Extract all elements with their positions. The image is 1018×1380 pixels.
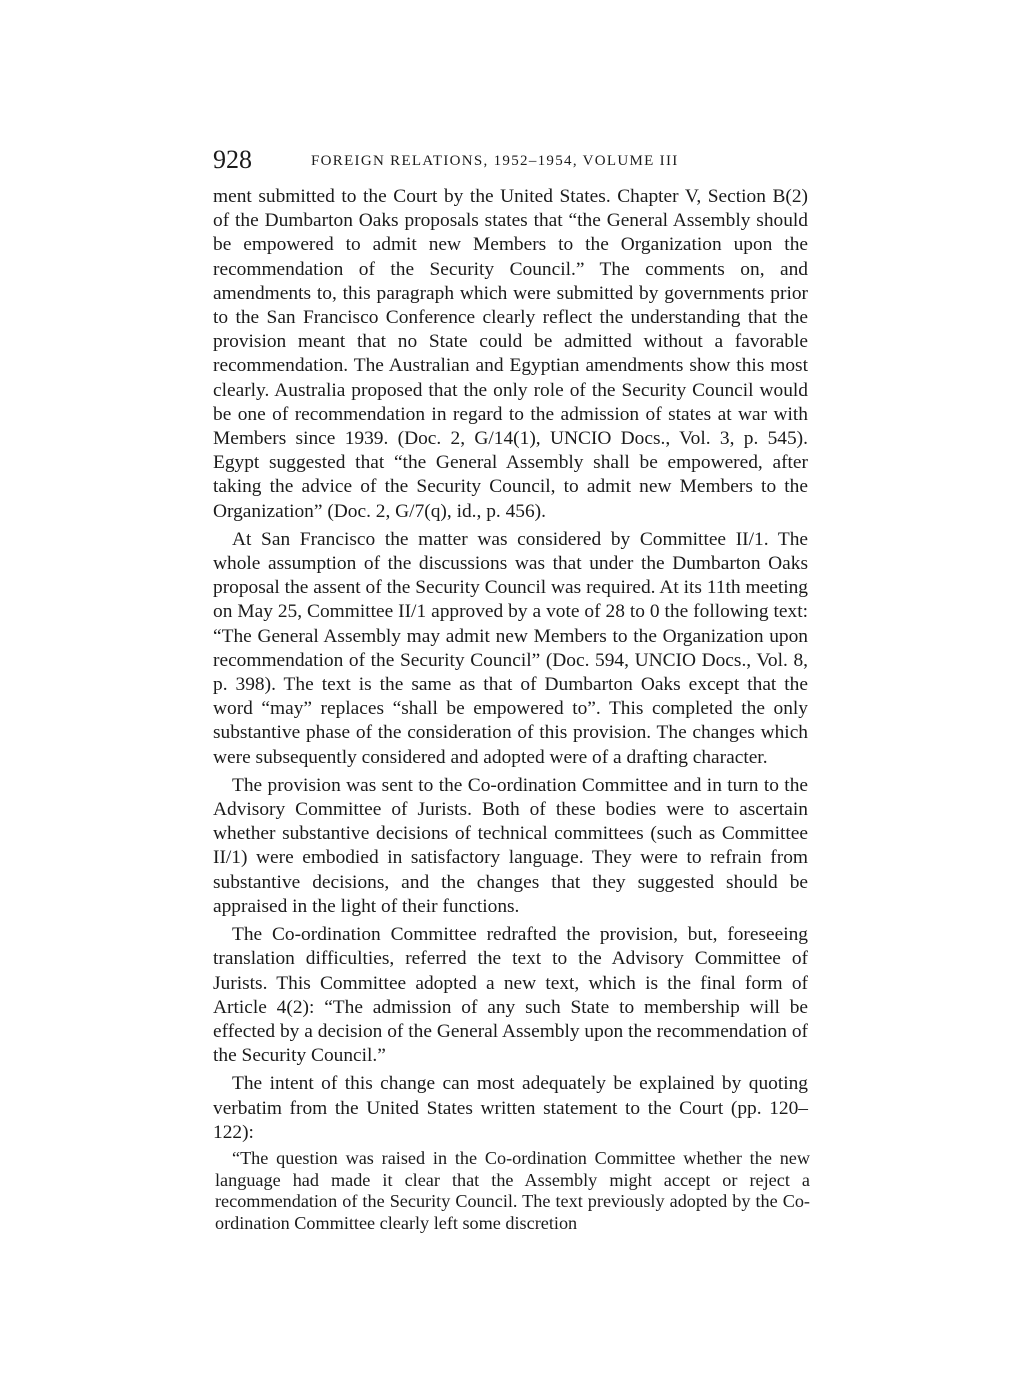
paragraph-4: The Co-ordination Committee redrafted the provision, but, foreseeing translation difficulties, referred the text to the Advisory Committee of Jurists. This Committee adopted a new text, which is the final form of Article 4(2): “The admission of any such State to membership will be effected by a decision of the General Assembly upon the recommendation of the Security Council.”	[213, 924, 808, 1067]
body-text	[213, 185, 808, 1149]
page-header	[213, 142, 813, 178]
paragraph-3: The provision was sent to the Co-ordination Committee and in turn to the Advisory Committee of Jurists. Both of these bodies were to ascertain whether substantive decisions of technical committees (such as Committee II/1) were embodied in satisfactory language. They were to refrain from substantive decisions, and the changes that they suggested should be appraised in the light of their functions.	[213, 774, 808, 917]
page-number: 928	[213, 145, 252, 174]
quote-text: “The question was raised in the Co-ordination Committee whether the new language had made it clear that the Assembly might accept or reject a recommendation of the Security Council. The text previously adopted by the Co-ordination Committee clearly left some discretion	[215, 1148, 810, 1233]
paragraph-5: The intent of this change can most adequately be explained by quoting verbatim from the United States written statement to the Court (pp. 120–122):	[213, 1073, 808, 1143]
paragraph-2: At San Francisco the matter was considered by Committee II/1. The whole assumption of the discussions was that under the Dumbarton Oaks proposal the assent of the Security Council was required. At its 11th meeting on May 25, Committee II/1 approved by a vote of 28 to 0 the following text: “The General Assembly may admit new Members to the Organization upon recommendation of the Security Council” (Doc. 594, UNCIO Docs., Vol. 8, p. 398). The text is the same as that of Dumbarton Oaks except that the word “may” replaces “shall be empowered to”. This completed the only substantive phase of the consideration of this provision. The changes which were subsequently considered and adopted were of a drafting character.	[213, 528, 808, 768]
block-quote	[215, 1148, 810, 1234]
paragraph-1: ment submitted to the Court by the United States. Chapter V, Section B(2) of the Dumbarton Oaks proposals states that “the General Assembly should be empowered to admit new Members to the Organization upon the recommendation of the Security Council.” The comments on, and amendments to, this paragraph which were submitted by governments prior to the San Francisco Conference clearly reflect the understanding that the provision meant that no State could be admitted without a favorable recommendation. The Australian and Egyptian amendments show this most clearly. Australia proposed that the only role of the Security Council would be one of recommendation in regard to the admission of states at war with Members since 1939. (Doc. 2, G/14(1), UNCIO Docs., Vol. 3, p. 545). Egypt suggested that “the General Assembly shall be empowered, after taking the advice of the Security Council, to admit new Members to the Organization” (Doc. 2, G/7(q), id., p. 456).	[213, 186, 808, 522]
running-head: FOREIGN RELATIONS, 1952–1954, VOLUME III	[311, 153, 679, 169]
